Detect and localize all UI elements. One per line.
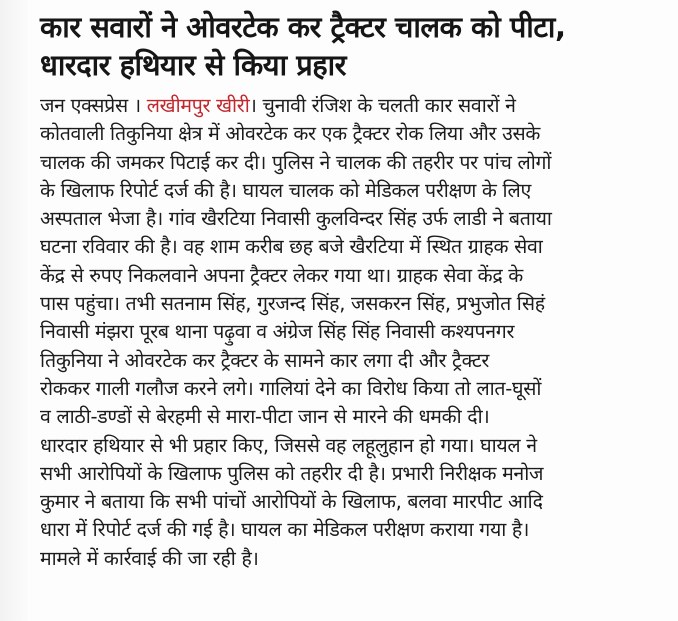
headline-line-2: धारदार हथियार से किया प्रहार [40,48,346,82]
body-line: सभी आरोपियों के खिलाफ पुलिस को तहरीर दी है। प्रभारी निरीक्षक मनोज [40,461,544,485]
body-line-1-text: । चुनावी रंजिश के चलती कार सवारों ने [249,94,516,117]
body-line: घटना रविवार की है। वह शाम करीब छह बजे खैरटिया में स्थित ग्राहक सेवा [40,235,543,259]
body-line: निवासी मंझरा पूरब थाना पढ़ुवा व अंग्रेज सिंह सिंह निवासी कश्यपनगर [40,320,515,344]
body-line: तिकुनिया ने ओवरटेक कर ट्रैक्टर के सामने कार लगा दी और ट्रैक्टर [40,348,490,372]
article-body [40,92,664,573]
body-line: कुमार ने बताया कि सभी पांचों आरोपियों के खिलाफ, बलवा मारपीट आदि [40,490,543,514]
body-line: कोतवाली तिकुनिया क्षेत्र में ओवरटेक कर एक ट्रैक्टर रोक लिया और उसके [40,122,541,146]
body-line: के खिलाफ रिपोर्ट दर्ज की है। घायल चालक को मेडिकल परीक्षण के लिए [40,178,531,202]
body-line: चालक की जमकर पिटाई कर दी। पुलिस ने चालक की तहरीर पर पांच लोगों [40,150,552,174]
body-line: पास पहुंचा। तभी सतनाम सिंह, गुरजन्द सिंह, जसकरन सिंह, प्रभुजोत सिहं [40,292,545,316]
body-line-1 [40,92,664,120]
body-line: रोककर गाली गलौज करने लगे। गालियां देने का विरोध किया तो लात-घूसों [40,376,542,400]
body-line: मामले में कार्रवाई की जा रही है। [40,546,259,570]
dateline-separator: । [127,94,147,117]
headline [40,8,664,84]
body-line: धारदार हथियार से भी प्रहार किए, जिससे वह लहूलुहान हो गया। घायल ने [40,433,537,457]
headline-line-1: कार सवारों ने ओवरटेक कर ट्रैक्टर चालक को पीटा, [40,10,566,44]
dateline-source: जन एक्सप्रेस [40,94,128,117]
body-line: धारा में रिपोर्ट दर्ज की गई है। घायल का मेडिकल परीक्षण कराया गया है। [40,518,530,542]
body-line: अस्पताल भेजा है। गांव खैरटिया निवासी कुलविन्दर सिंह उर्फ लाडी ने बताया [40,207,552,231]
body-line: व लाठी-डण्डों से बेरहमी से मारा-पीटा जान से मारने की धमकी दी। [40,405,490,429]
body-line: केंद्र से रुपए निकलवाने अपना ट्रैक्टर लेकर गया था। ग्राहक सेवा केंद्र के [40,263,523,287]
dateline-place: लखीमपुर खीरी [146,94,250,117]
